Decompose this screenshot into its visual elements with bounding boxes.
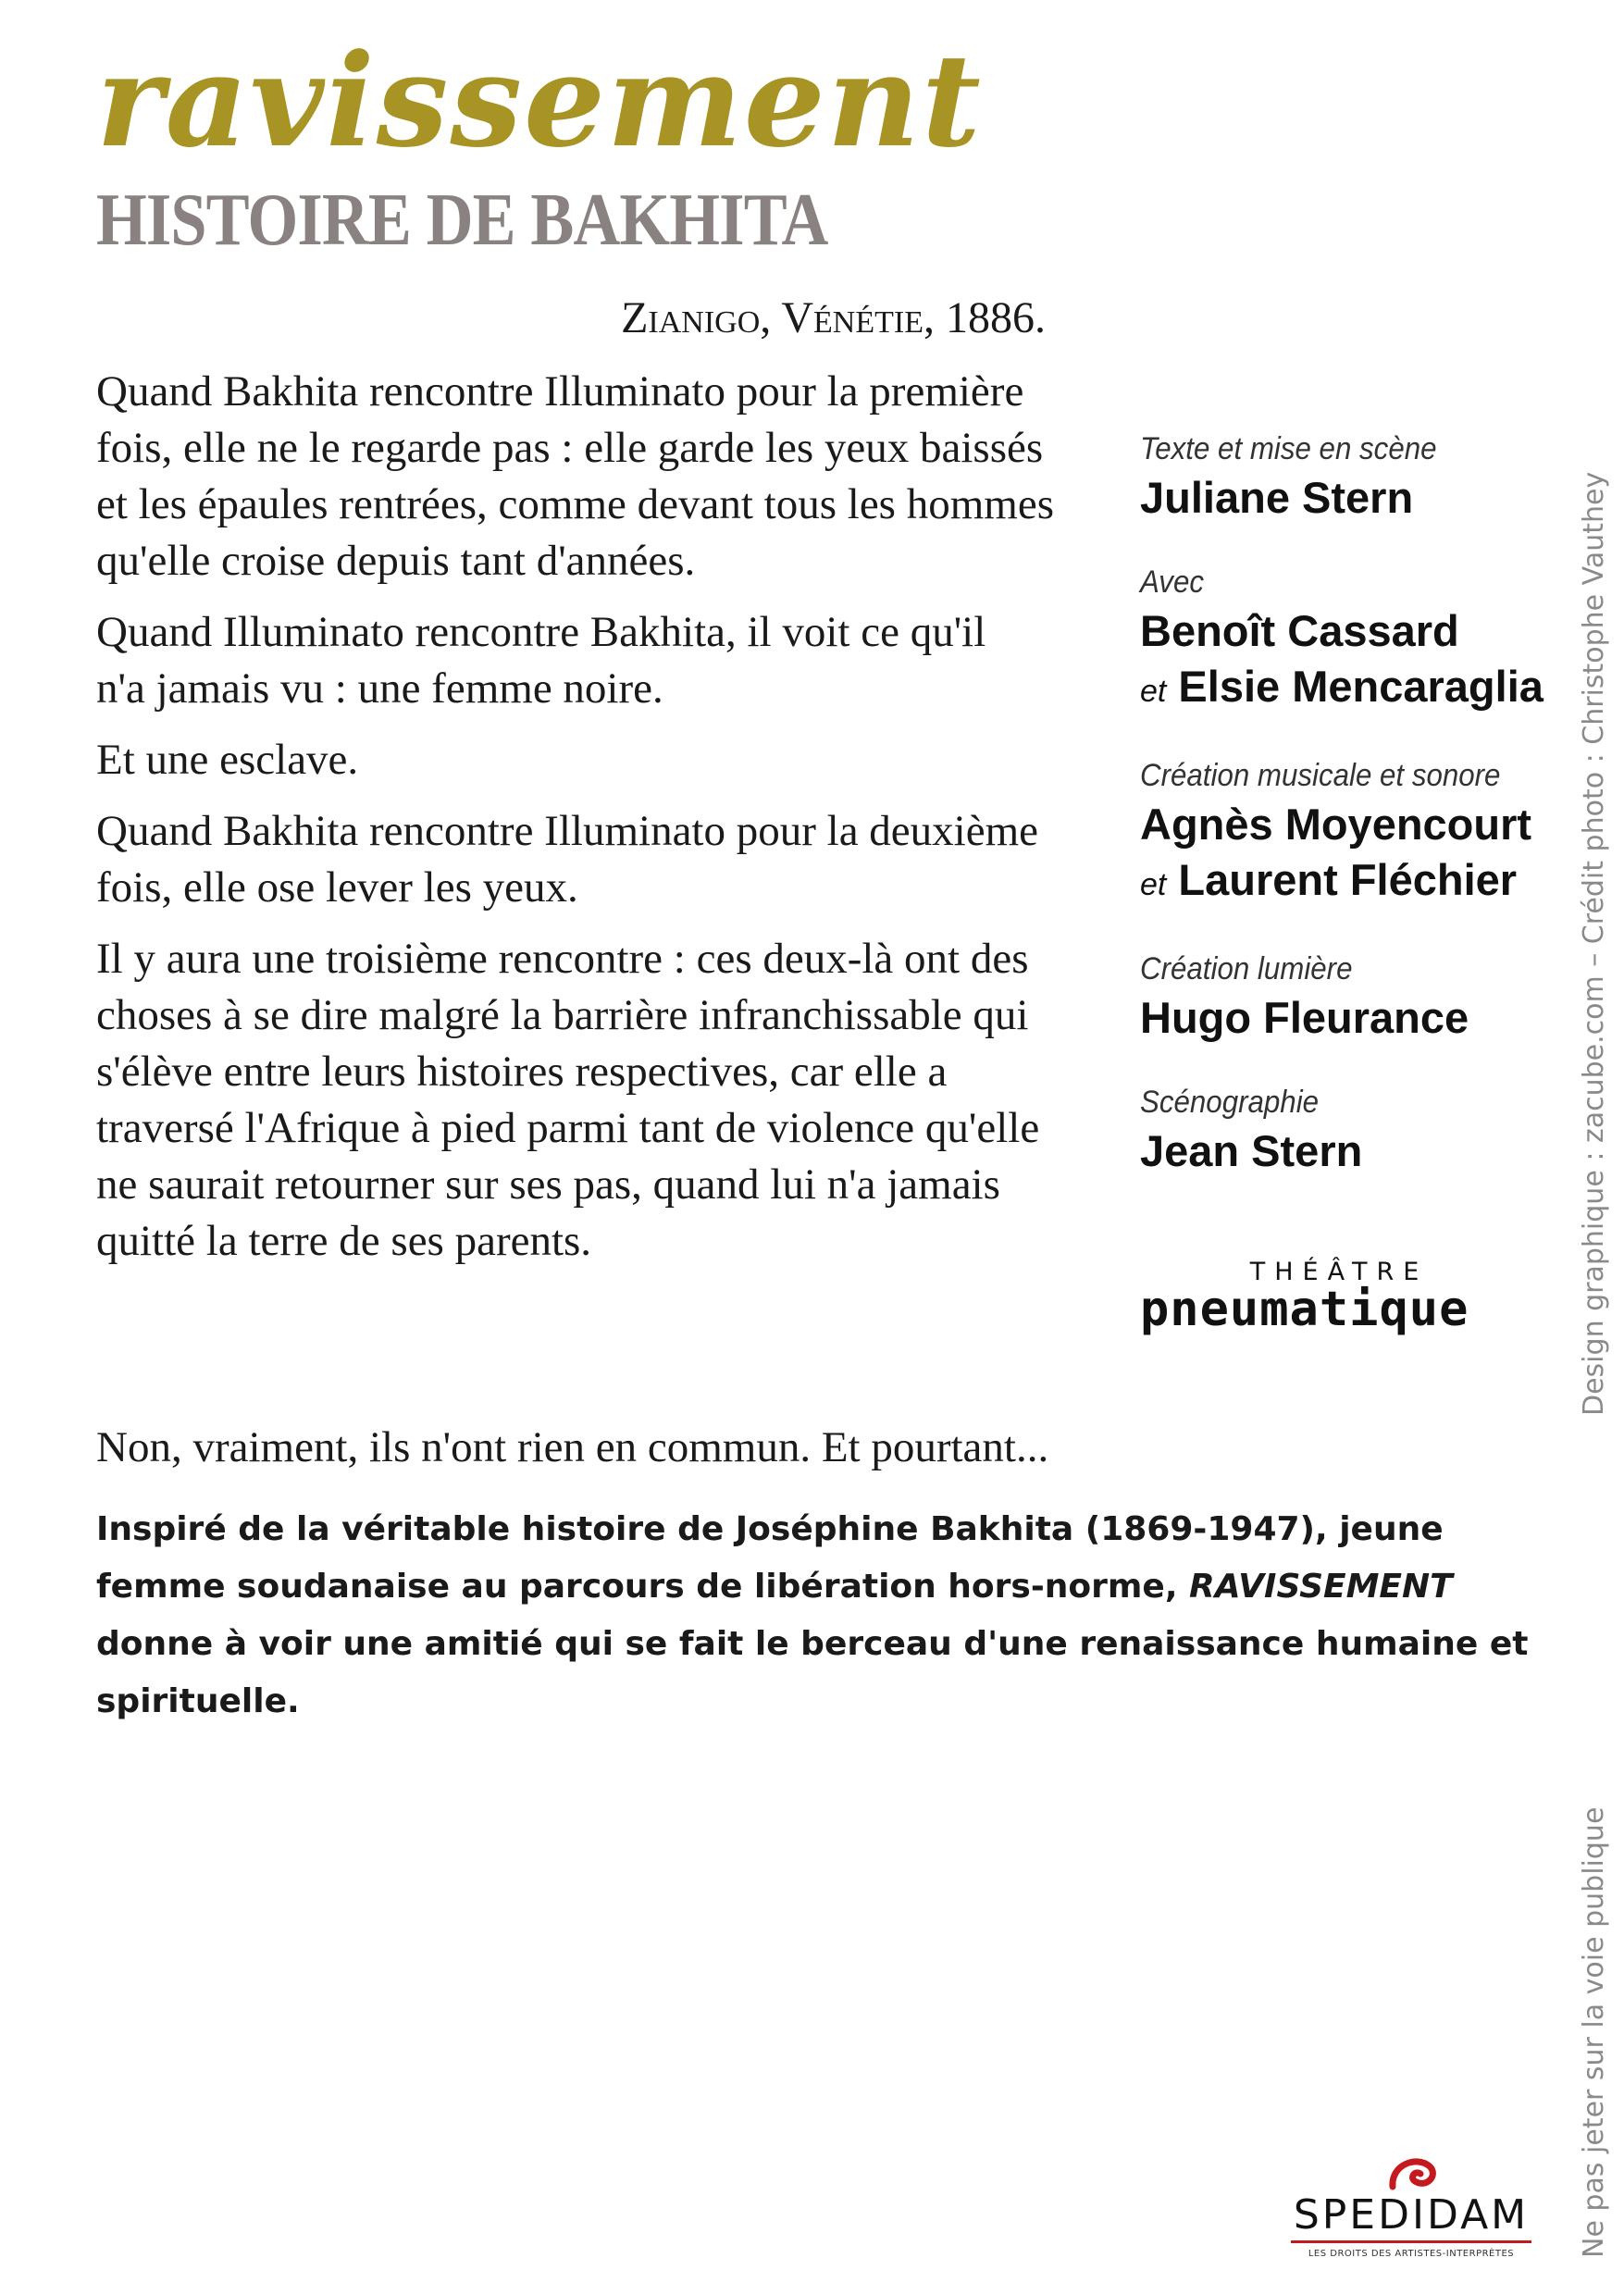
credit-cast: [1140, 561, 1547, 719]
spedidam-logo: [1286, 2152, 1536, 2260]
page-title: ravissement: [96, 25, 983, 176]
inspiration-text-start: Inspiré de la véritable histoire de Joséphine Bakhita (1869-1947), jeune femme soudanaise au parcours de libération hors-norme,: [96, 1510, 1444, 1606]
credit-lighting: [1140, 948, 1547, 1046]
credit-conjunction: et: [1140, 674, 1167, 709]
story-paragraph: Quand Bakhita rencontre Illuminato pour la première fois, elle ne le regarde pas : elle garde les yeux baissés et les épaules rentrées, comme devant tous les hommes qu'elle croise depuis tant d'années.: [96, 367, 1054, 585]
credit-conjunction: et: [1140, 867, 1167, 902]
logo-small-text: THÉÂTRE: [1249, 1258, 1429, 1286]
spedidam-tagline: LES DROITS DES ARTISTES-INTERPRÈTES: [1308, 2249, 1515, 2259]
credit-name: Benoît Cassard: [1140, 606, 1459, 655]
credit-writing-direction: [1140, 428, 1547, 526]
story-paragraph: Il y aura une troisième rencontre : ces deux-là ont des choses à se dire malgré la barrière infranchissable qui s'élève entre leurs histoires respectives, car elle a traversé l'Afrique à pied parmi tant de violence qu'elle ne saurait retourner sur ses pas, quand lui n'a jamais quitté la terre de ses parents.: [96, 935, 1040, 1265]
spedidam-swirl-icon: [1374, 2152, 1448, 2192]
credit-role: Création musicale et sonore: [1140, 758, 1501, 793]
inspiration-text-end: donne à voir une amitié qui se fait le berceau d'une renaissance humaine et spirituelle.: [96, 1625, 1529, 1720]
credits-list: [1140, 428, 1547, 1214]
design-photo-credits: Design graphique : zacube.com – Crédit photo : Christophe Vauthey: [1578, 471, 1610, 1416]
credit-scenography: [1140, 1081, 1547, 1179]
credit-name: Hugo Fleurance: [1140, 993, 1469, 1042]
logo-big-text: pneumatique: [1140, 1282, 1469, 1337]
story-paragraph: Quand Bakhita rencontre Illuminato pour la deuxième fois, elle ose lever les yeux.: [96, 807, 1039, 912]
inspiration-emphasis: RAVISSEMENT: [1189, 1568, 1453, 1606]
credit-name: Elsie Mencaraglia: [1178, 662, 1543, 711]
credit-name: Jean Stern: [1140, 1126, 1363, 1175]
place-date-line: Zianigo, Vénétie, 1886.: [621, 293, 1046, 342]
disposal-notice: Ne pas jeter sur la voie publique: [1578, 1806, 1610, 2258]
story-paragraph: Et une esclave.: [96, 736, 359, 784]
page-subtitle: HISTOIRE DE BAKHITA: [96, 180, 828, 261]
credit-name: Laurent Fléchier: [1178, 855, 1518, 904]
theatre-pneumatique-logo: [1140, 1258, 1519, 1337]
spedidam-name: SPEDIDAM: [1293, 2191, 1530, 2239]
inspiration-paragraph: [96, 1501, 1568, 1731]
story-text: [96, 364, 1077, 1284]
credit-name: Agnès Moyencourt: [1140, 800, 1532, 849]
spedidam-rule: [1291, 2240, 1531, 2243]
credit-role: Création lumière: [1140, 951, 1353, 986]
credit-music-sound: [1140, 754, 1547, 912]
credit-role: Scénographie: [1140, 1085, 1320, 1120]
credit-role: Avec: [1140, 564, 1204, 600]
story-closing-line: Non, vraiment, ils n'ont rien en commun. Et pourtant...: [96, 1423, 1049, 1471]
credit-name: Juliane Stern: [1140, 473, 1414, 522]
credit-role: Texte et mise en scène: [1140, 431, 1437, 466]
story-paragraph: Quand Illuminato rencontre Bakhita, il voit ce qu'il n'a jamais vu : une femme noire.: [96, 608, 986, 713]
